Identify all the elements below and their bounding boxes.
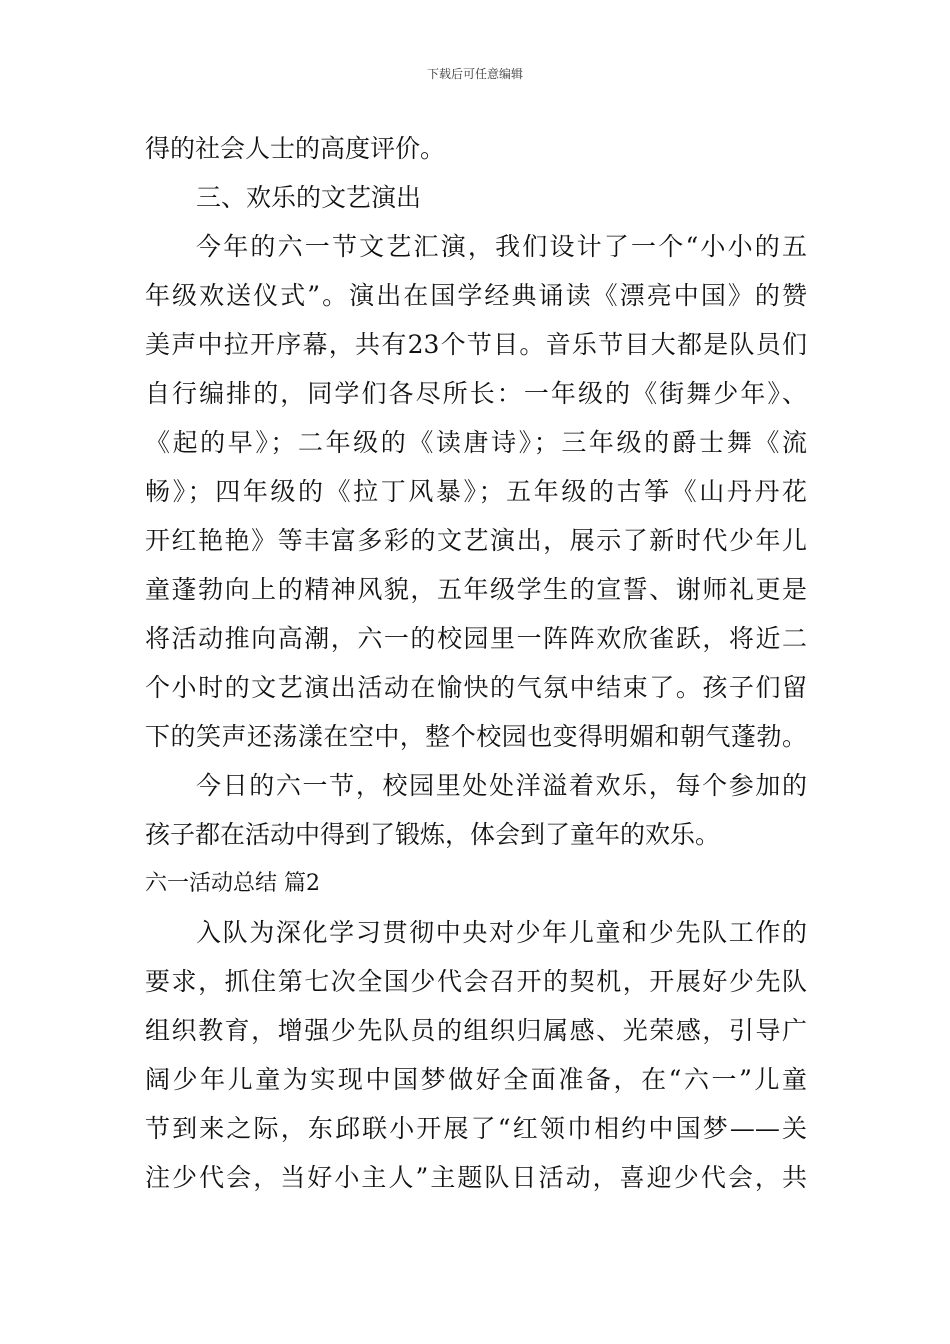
paragraph-line: 下的笑声还荡漾在空中，整个校园也变得明媚和朝气蓬勃。 (145, 722, 807, 751)
paragraph-line: 入队为深化学习贯彻中央对少年儿童和少先队工作的 (196, 918, 807, 947)
document-body (145, 124, 807, 1202)
paragraph-line: 个小时的文艺演出活动在愉快的气氛中结束了。孩子们留 (145, 673, 807, 702)
paragraph-line: 得的社会人士的高度评价。 (145, 134, 446, 163)
article-heading: 六一活动总结 篇2 (145, 871, 320, 896)
paragraph-line: 要求，抓住第七次全国少代会召开的契机，开展好少先队 (145, 967, 807, 996)
paragraph-line: 畅》；四年级的《拉丁风暴》；五年级的古筝《山丹丹花 (145, 477, 807, 506)
paragraph-line: 将活动推向高潮，六一的校园里一阵阵欢欣雀跃，将近二 (145, 624, 807, 653)
section-heading: 三、欢乐的文艺演出 (196, 183, 422, 212)
page-header-note: 下载后可任意编辑 (426, 67, 523, 81)
paragraph-line: 组织教育，增强少先队员的组织归属感、光荣感，引导广 (145, 1016, 807, 1045)
paragraph-line: 节到来之际，东邱联小开展了“红领巾相约中国梦——关 (145, 1114, 807, 1143)
paragraph-line: 今日的六一节，校园里处处洋溢着欢乐，每个参加的 (196, 771, 807, 800)
paragraph-line: 注少代会，当好小主人”主题队日活动，喜迎少代会，共 (145, 1163, 807, 1192)
paragraph-line: 年级欢送仪式”。演出在国学经典诵读《漂亮中国》的赞 (145, 281, 807, 310)
paragraph-line: 自行编排的，同学们各尽所长：一年级的《街舞少年》、 (145, 379, 807, 408)
paragraph-line: 《起的早》；二年级的《读唐诗》；三年级的爵士舞《流 (145, 428, 807, 457)
paragraph-line: 今年的六一节文艺汇演，我们设计了一个“小小的五 (196, 232, 807, 261)
paragraph-line: 美声中拉开序幕，共有23个节目。音乐节目大都是队员们 (145, 330, 807, 359)
paragraph-line: 孩子都在活动中得到了锻炼，体会到了童年的欢乐。 (145, 820, 721, 849)
paragraph-line: 童蓬勃向上的精神风貌，五年级学生的宣誓、谢师礼更是 (145, 575, 807, 604)
paragraph-line: 开红艳艳》等丰富多彩的文艺演出，展示了新时代少年儿 (145, 526, 807, 555)
paragraph-line: 阔少年儿童为实现中国梦做好全面准备，在“六一”儿童 (145, 1065, 807, 1094)
